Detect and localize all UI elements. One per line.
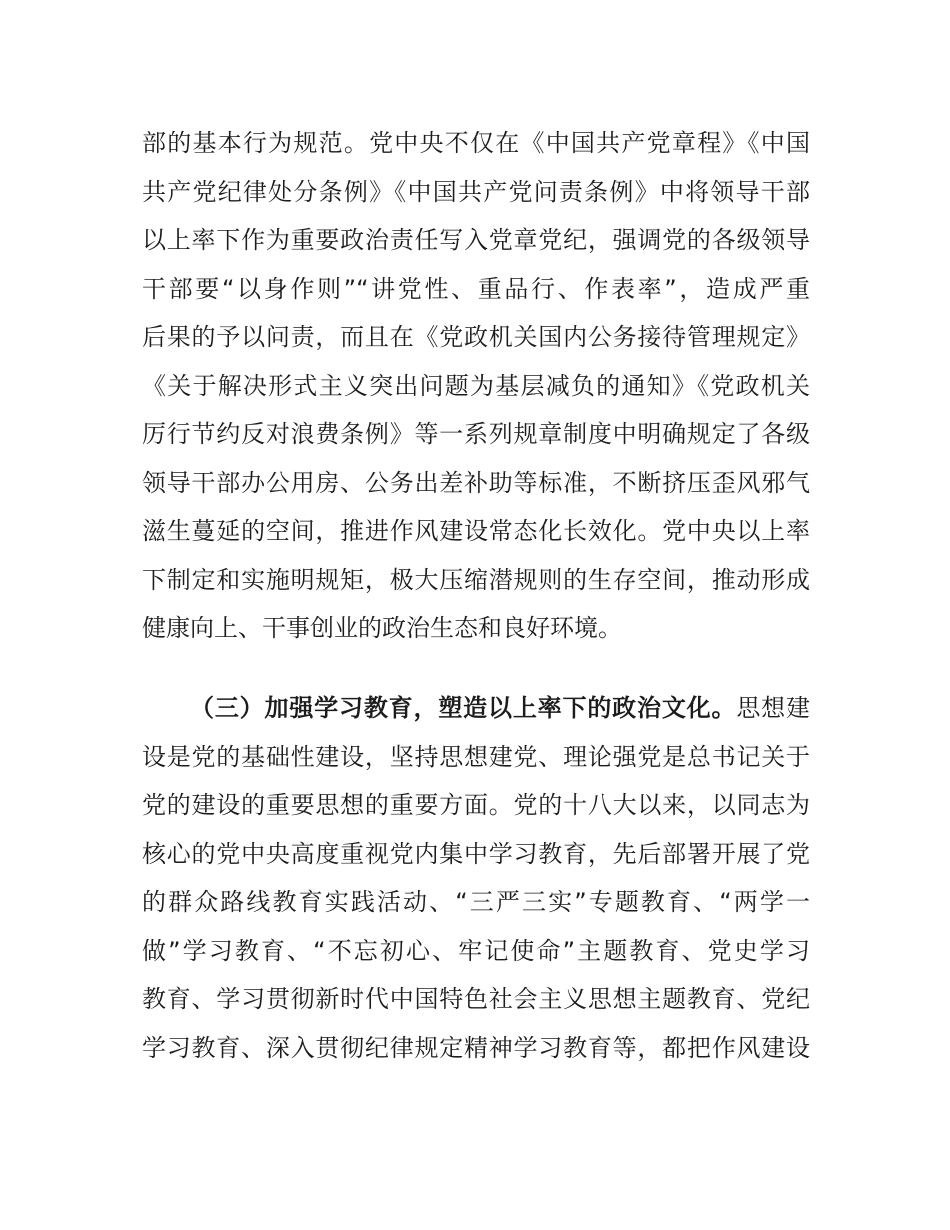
paragraph-line: 核心的党中央高度重视党内集中学习教育，先后部署开展了党 (142, 839, 810, 868)
paragraph-line: 党的建设的重要思想的重要方面。党的十八大以来，以同志为 (142, 791, 810, 819)
section-heading: （三）加强学习教育，塑造以上率下的政治文化。 (190, 694, 737, 722)
paragraph-line: 后果的予以问责，而且在《党政机关国内公务接待管理规定》 (142, 323, 810, 351)
paragraph-line: 做”学习教育、“不忘初心、牢记使命”主题教育、党史学习 (142, 936, 810, 965)
paragraph-line: 领导干部办公用房、公务出差补助等标准，不断挤压歪风邪气 (142, 468, 810, 497)
paragraph-line: 设是党的基础性建设，坚持思想建党、理论强党是总书记关于 (142, 742, 810, 771)
paragraph-line: 学习教育、深入贯彻纪律规定精神学习教育等，都把作风建设 (142, 1033, 810, 1062)
paragraph-2 (142, 684, 810, 1072)
paragraph-line: 滋生蔓延的空间，推进作风建设常态化长效化。党中央以上率 (142, 517, 810, 545)
paragraph-line: 的群众路线教育实践活动、“三严三实”专题教育、“两学一 (142, 888, 810, 916)
paragraph-line: 干部要“以身作则”“讲党性、重品行、作表率”，造成严重 (142, 274, 810, 303)
paragraph-line: 《关于解决形式主义突出问题为基层减负的通知》《党政机关 (142, 371, 810, 400)
paragraph-line: 部的基本行为规范。党中央不仅在《中国共产党章程》《中国 (142, 129, 810, 157)
paragraph-first-line (142, 684, 810, 733)
paragraph-text: 思想建 (736, 694, 811, 722)
paragraph-line: 厉行节约反对浪费条例》等一系列规章制度中明确规定了各级 (142, 420, 810, 448)
paragraph-line: 以上率下作为重要政治责任写入党章党纪，强调党的各级领导 (142, 226, 810, 254)
paragraph-line: 教育、学习贯彻新时代中国特色社会主义思想主题教育、党纪 (142, 985, 810, 1013)
paragraph-line: 共产党纪律处分条例》《中国共产党问责条例》中将领导干部 (142, 177, 810, 206)
paragraph-line: 下制定和实施明规矩，极大压缩潜规则的生存空间，推动形成 (142, 565, 810, 594)
paragraph-line: 健康向上、干事创业的政治生态和良好环境。 (142, 614, 622, 642)
paragraph-1 (142, 119, 810, 653)
